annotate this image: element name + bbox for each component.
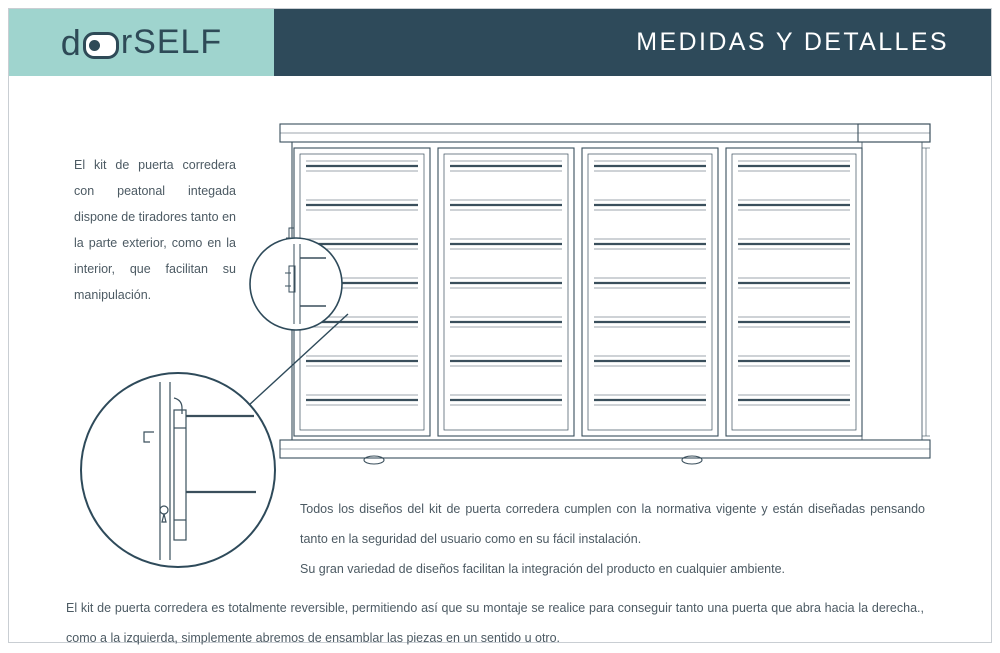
bottom-description-text (66, 593, 924, 653)
middle-line-2: Su gran variedad de diseños facilitan la integración del producto en cualquier ambiente. (300, 562, 786, 576)
bottom-line-1: El kit de puerta corredera es totalmente reversible, permitiendo así que su montaje se realice para conseguir tanto una puerta que abra hacia la derecha., como a la izquierda, simplemente abremos de ensamblar las piezas en un sentido u otro. (66, 601, 924, 645)
ring-icon (83, 32, 119, 59)
middle-description-text (300, 494, 925, 584)
logo-prefix: d (60, 21, 82, 63)
detail-callout-small (248, 236, 344, 332)
detail-callout-large (78, 370, 278, 570)
page-title: MEDIDAS Y DETALLES (636, 28, 949, 56)
sliding-door-kit-technical-drawing (262, 110, 952, 490)
middle-line-1: Todos los diseños del kit de puerta corredera cumplen con la normativa vigente y están diseñadas pensando tanto en la seguridad del usuario como en su fácil instalación. (300, 502, 925, 546)
left-description-text: El kit de puerta corredera con peatonal integada dispone de tiradores tanto en la parte exterior, como en la interior, que facilitan su manipulación. (74, 158, 236, 302)
logo-suffix: rSELF (120, 23, 223, 61)
logo-wordmark (61, 22, 222, 64)
header-title-bar (274, 9, 991, 76)
brand-logo (9, 9, 274, 76)
page-header (9, 9, 991, 76)
